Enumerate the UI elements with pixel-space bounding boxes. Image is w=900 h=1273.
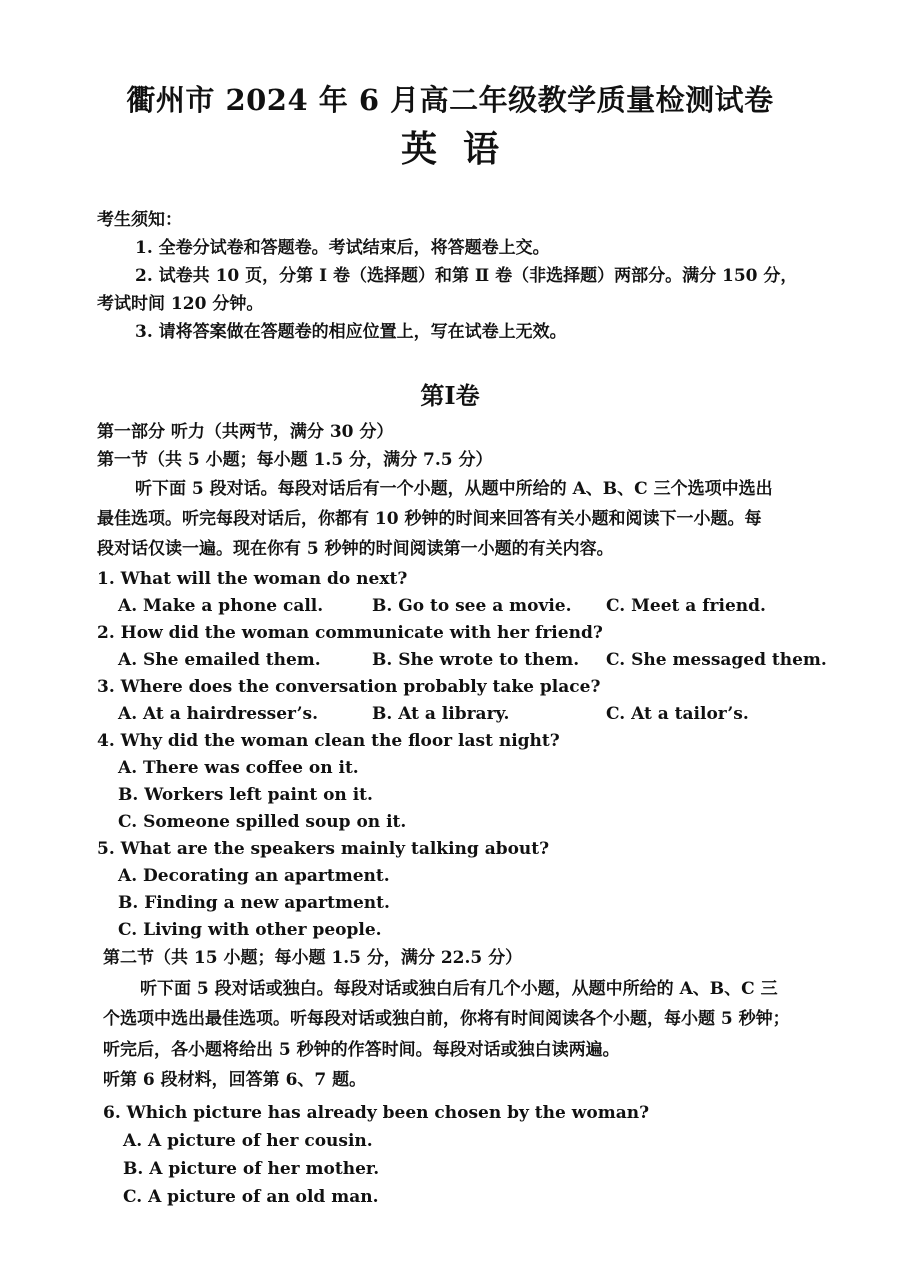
section1-heading: 第一节（共 5 小题；每小题 1.5 分，满分 7.5 分） — [97, 450, 493, 470]
question-1-option-a: A. Make a phone call. — [118, 596, 324, 616]
section1-instruction-1: 听下面 5 段对话。每段对话后有一个小题，从题中所给的 A、B、C 三个选项中选出 — [135, 479, 773, 499]
question-6-option-a: A. A picture of her cousin. — [123, 1131, 373, 1151]
question-3-option-b: B. At a library. — [372, 704, 510, 724]
section1-instruction-3: 段对话仅读一遍。现在你有 5 秒钟的时间阅读第一小题的有关内容。 — [97, 539, 614, 559]
question-4-option-b: B. Workers left paint on it. — [118, 785, 373, 805]
question-6-option-b: B. A picture of her mother. — [123, 1159, 380, 1179]
material-6-heading: 听第 6 段材料，回答第 6、7 题。 — [103, 1070, 367, 1090]
question-1-option-c: C. Meet a friend. — [606, 596, 766, 616]
subject-title: 英语 — [400, 128, 525, 170]
question-1-stem: 1. What will the woman do next? — [97, 569, 408, 589]
question-4-option-c: C. Someone spilled soup on it. — [118, 812, 407, 832]
question-4-stem: 4. Why did the woman clean the floor last night? — [97, 731, 560, 751]
section2-instruction-2: 个选项中选出最佳选项。听每段对话或独白前，你将有时间阅读各个小题，每小题 5 秒钟； — [103, 1009, 790, 1029]
section2-instruction-3: 听完后，各小题将给出 5 秒钟的作答时间。每段对话或独白读两遍。 — [103, 1040, 620, 1060]
question-2-option-c: C. She messaged them. — [606, 650, 827, 670]
notice-item-3: 3. 请将答案做在答题卷的相应位置上，写在试卷上无效。 — [135, 322, 567, 342]
section2-instruction-1: 听下面 5 段对话或独白。每段对话或独白后有几个小题，从题中所给的 A、B、C 三 — [140, 979, 778, 999]
question-1-option-b: B. Go to see a movie. — [372, 596, 572, 616]
question-5-option-b: B. Finding a new apartment. — [118, 893, 390, 913]
question-3-option-a: A. At a hairdresser’s. — [118, 704, 319, 724]
question-5-option-a: A. Decorating an apartment. — [118, 866, 390, 886]
notice-heading: 考生须知： — [97, 210, 182, 230]
question-5-option-c: C. Living with other people. — [118, 920, 382, 940]
question-5-stem: 5. What are the speakers mainly talking about? — [97, 839, 550, 859]
question-4-option-a: A. There was coffee on it. — [118, 758, 359, 778]
question-6-option-c: C. A picture of an old man. — [123, 1187, 379, 1207]
notice-item-1: 1. 全卷分试卷和答题卷。考试结束后，将答题卷上交。 — [135, 238, 550, 258]
volume-heading: 第Ⅰ卷 — [420, 381, 480, 410]
question-3-option-c: C. At a tailor’s. — [606, 704, 749, 724]
notice-item-2a: 2. 试卷共 10 页，分第 Ⅰ 卷（选择题）和第 Ⅱ 卷（非选择题）两部分。满分 150 分， — [135, 266, 798, 286]
question-6-stem: 6. Which picture has already been chosen by the woman? — [103, 1103, 650, 1123]
question-2-stem: 2. How did the woman communicate with her friend? — [97, 623, 603, 643]
question-2-option-b: B. She wrote to them. — [372, 650, 580, 670]
question-3-stem: 3. Where does the conversation probably take place? — [97, 677, 601, 697]
section2-heading: 第二节（共 15 小题；每小题 1.5 分，满分 22.5 分） — [103, 948, 523, 968]
part1-heading: 第一部分 听力（共两节，满分 30 分） — [97, 422, 394, 442]
section1-instruction-2: 最佳选项。听完每段对话后，你都有 10 秒钟的时间来回答有关小题和阅读下一小题。每 — [97, 509, 762, 529]
question-2-option-a: A. She emailed them. — [118, 650, 321, 670]
notice-item-2b: 考试时间 120 分钟。 — [97, 294, 264, 314]
exam-title: 衢州市 2024 年 6 月高二年级教学质量检测试卷 — [126, 83, 774, 117]
